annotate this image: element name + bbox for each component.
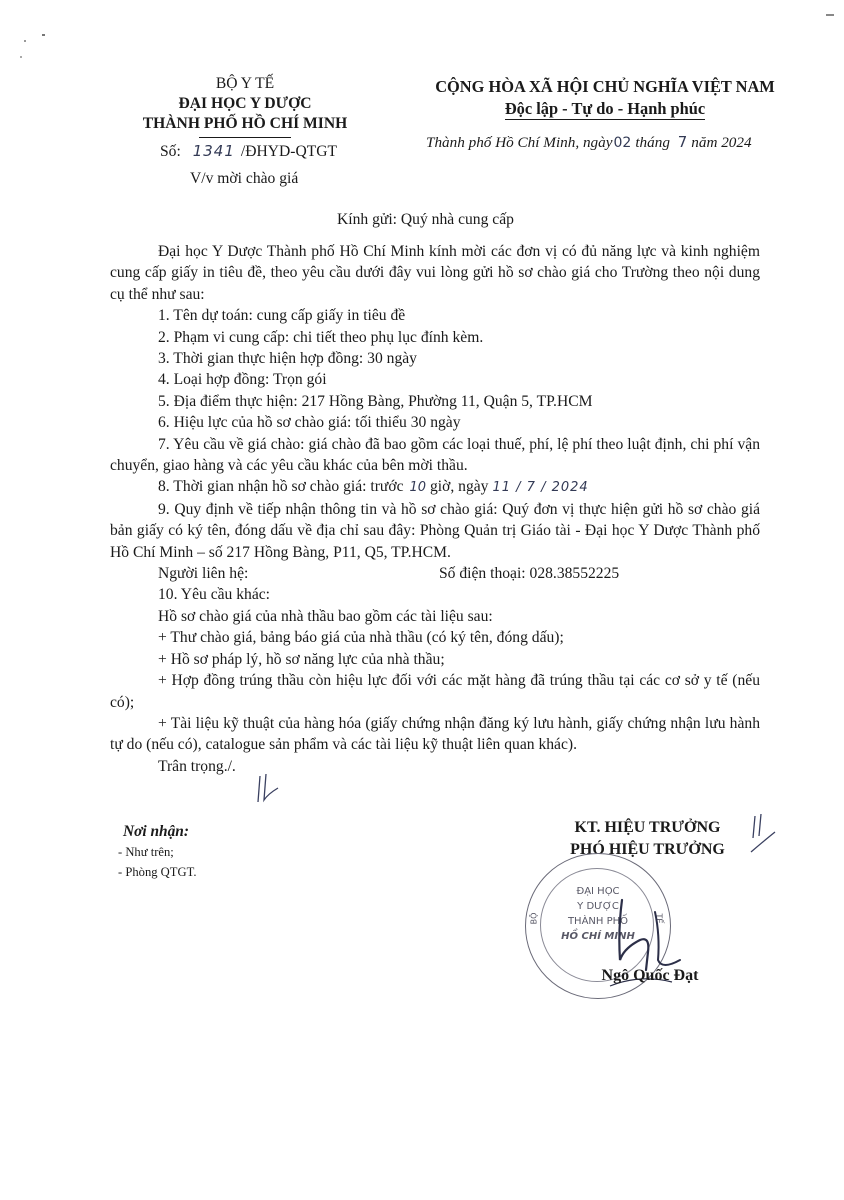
- ministry-name: BỘ Y TẾ: [215, 75, 275, 92]
- item10-bullet: + Thư chào giá, bảng báo giá của nhà thầu (có ký tên, đóng dấu);: [158, 629, 564, 647]
- motto-text: Độc lập - Tự do - Hạnh phúc: [504, 99, 706, 118]
- stamp-line: ĐẠI HỌC: [576, 886, 620, 897]
- item8-date: 11 / 7 / 2024: [492, 480, 589, 496]
- stamp-line: Y DƯỢC: [577, 901, 619, 912]
- list-item: 2. Phạm vi cung cấp: chi tiết theo phụ lục đính kèm.: [158, 328, 484, 346]
- item8-mid: giờ, ngày: [430, 478, 489, 496]
- item10-bullet: + Tài liệu kỹ thuật của hàng hóa (giấy chứng nhận đăng ký lưu hành, giấy chứng nhận lưu hành tự do (nếu có), catalogue sản phẩm và các tài liệu kỹ thuật liên quan khác).: [110, 714, 760, 754]
- initial-mark: [254, 772, 284, 806]
- intro-paragraph: Đại học Y Dược Thành phố Hồ Chí Minh kính mời các đơn vị có đủ năng lực và kinh nghiệm cung cấp giấy in tiêu đề, theo yêu cầu dưới đây vui lòng gửi hồ sơ chào giá cho Trường theo nội dung cụ thể như sau:: [110, 243, 760, 303]
- item8-prefix: 8. Thời gian nhận hồ sơ chào giá: trước: [158, 478, 404, 496]
- document-number: [160, 142, 337, 161]
- stamp-side-right: TẾ: [654, 913, 664, 924]
- scan-speck: [24, 40, 26, 42]
- stamp-side-left: BỘ: [529, 912, 539, 925]
- list-item-7: 7. Yêu cầu về giá chào: giá chào đã bao gồm các loại thuế, phí, lệ phí theo luật định, chi phí vận chuyển, giao hàng và các yêu cầu khác của bên mời thầu.: [110, 435, 760, 475]
- signature-title-1: KT. HIỆU TRƯỞNG: [574, 819, 721, 836]
- stamp-line: HỒ CHÍ MINH: [561, 931, 635, 942]
- date-prefix: Thành phố Hồ Chí Minh, ngày: [426, 134, 613, 151]
- item-list: [110, 305, 760, 433]
- recipients-title: Nơi nhận:: [123, 823, 189, 840]
- recipients-line: - Như trên;: [118, 845, 174, 859]
- university-name-line2: THÀNH PHỐ HỒ CHÍ MINH: [142, 115, 348, 132]
- scan-speck: [826, 14, 834, 16]
- initial-mark: [745, 812, 779, 862]
- closing-line: Trân trọng./.: [158, 757, 236, 775]
- date-day: 02: [613, 135, 632, 151]
- list-item: 5. Địa điểm thực hiện: 217 Hồng Bàng, Phường 11, Quận 5, TP.HCM: [158, 392, 593, 410]
- recipient-line: Kính gửi: Quý nhà cung cấp: [337, 211, 514, 228]
- country-name: CỘNG HÒA XÃ HỘI CHỦ NGHĨA VIỆT NAM: [435, 77, 775, 96]
- signer-name: Ngô Quốc Đạt: [601, 967, 699, 984]
- date-month-label: tháng: [635, 134, 670, 151]
- university-name-line1: ĐẠI HỌC Y DƯỢC: [178, 95, 312, 112]
- list-item-8: [110, 476, 760, 498]
- scan-speck: [42, 34, 45, 36]
- list-item: 4. Loại hợp đồng: Trọn gói: [158, 371, 327, 389]
- document-body: [110, 241, 760, 777]
- document-subject: V/v mời chào giá: [190, 170, 299, 187]
- contact-phone: Số điện thoại: 028.38552225: [439, 565, 620, 583]
- header-left: [95, 74, 395, 138]
- date-year: năm 2024: [691, 134, 752, 151]
- date-month: 7: [677, 133, 688, 151]
- item8-hour: 10: [409, 480, 426, 496]
- stamp-line: THÀNH PHỐ: [567, 916, 629, 927]
- number-label: Số:: [160, 143, 181, 160]
- recipients-line: - Phòng QTGT.: [118, 865, 197, 879]
- document-date: [426, 133, 752, 152]
- item10-lead: Hồ sơ chào giá của nhà thầu bao gồm các tài liệu sau:: [158, 607, 493, 625]
- contact-line: [110, 563, 760, 584]
- item10-bullet: + Hồ sơ pháp lý, hồ sơ năng lực của nhà thầu;: [158, 650, 445, 668]
- signature-title-2: PHÓ HIỆU TRƯỞNG: [570, 841, 725, 858]
- contact-person-label: Người liên hệ:: [158, 565, 249, 583]
- number-handwritten: 1341: [192, 142, 235, 160]
- recipients-block: [118, 822, 197, 882]
- list-item: 1. Tên dự toán: cung cấp giấy in tiêu đề: [158, 307, 406, 325]
- item10-title: 10. Yêu cầu khác:: [158, 586, 270, 604]
- number-suffix: /ĐHYD-QTGT: [240, 143, 338, 160]
- header-left-underline: [199, 137, 291, 138]
- national-motto: [405, 98, 805, 120]
- header-right: [405, 76, 805, 120]
- item10-bullet: + Hợp đồng trúng thầu còn hiệu lực đối với các mặt hàng đã trúng thầu tại các cơ sở y tế (nếu có);: [110, 672, 760, 711]
- list-item: 6. Hiệu lực của hồ sơ chào giá: tối thiểu 30 ngày: [158, 414, 461, 432]
- list-item-9: 9. Quy định về tiếp nhận thông tin và hồ sơ chào giá: Quý đơn vị thực hiện gửi hồ sơ chào giá bản giấy có ký tên, đóng dấu về địa chỉ sau đây: Phòng Quản trị Giáo tài - Đại học Y Dược Thành phố Hồ Chí Minh – số 217 Hồng Bàng, P11, Q5, TP.HCM.: [110, 500, 760, 561]
- scan-speck: [20, 56, 22, 58]
- list-item: 3. Thời gian thực hiện hợp đồng: 30 ngày: [158, 350, 417, 368]
